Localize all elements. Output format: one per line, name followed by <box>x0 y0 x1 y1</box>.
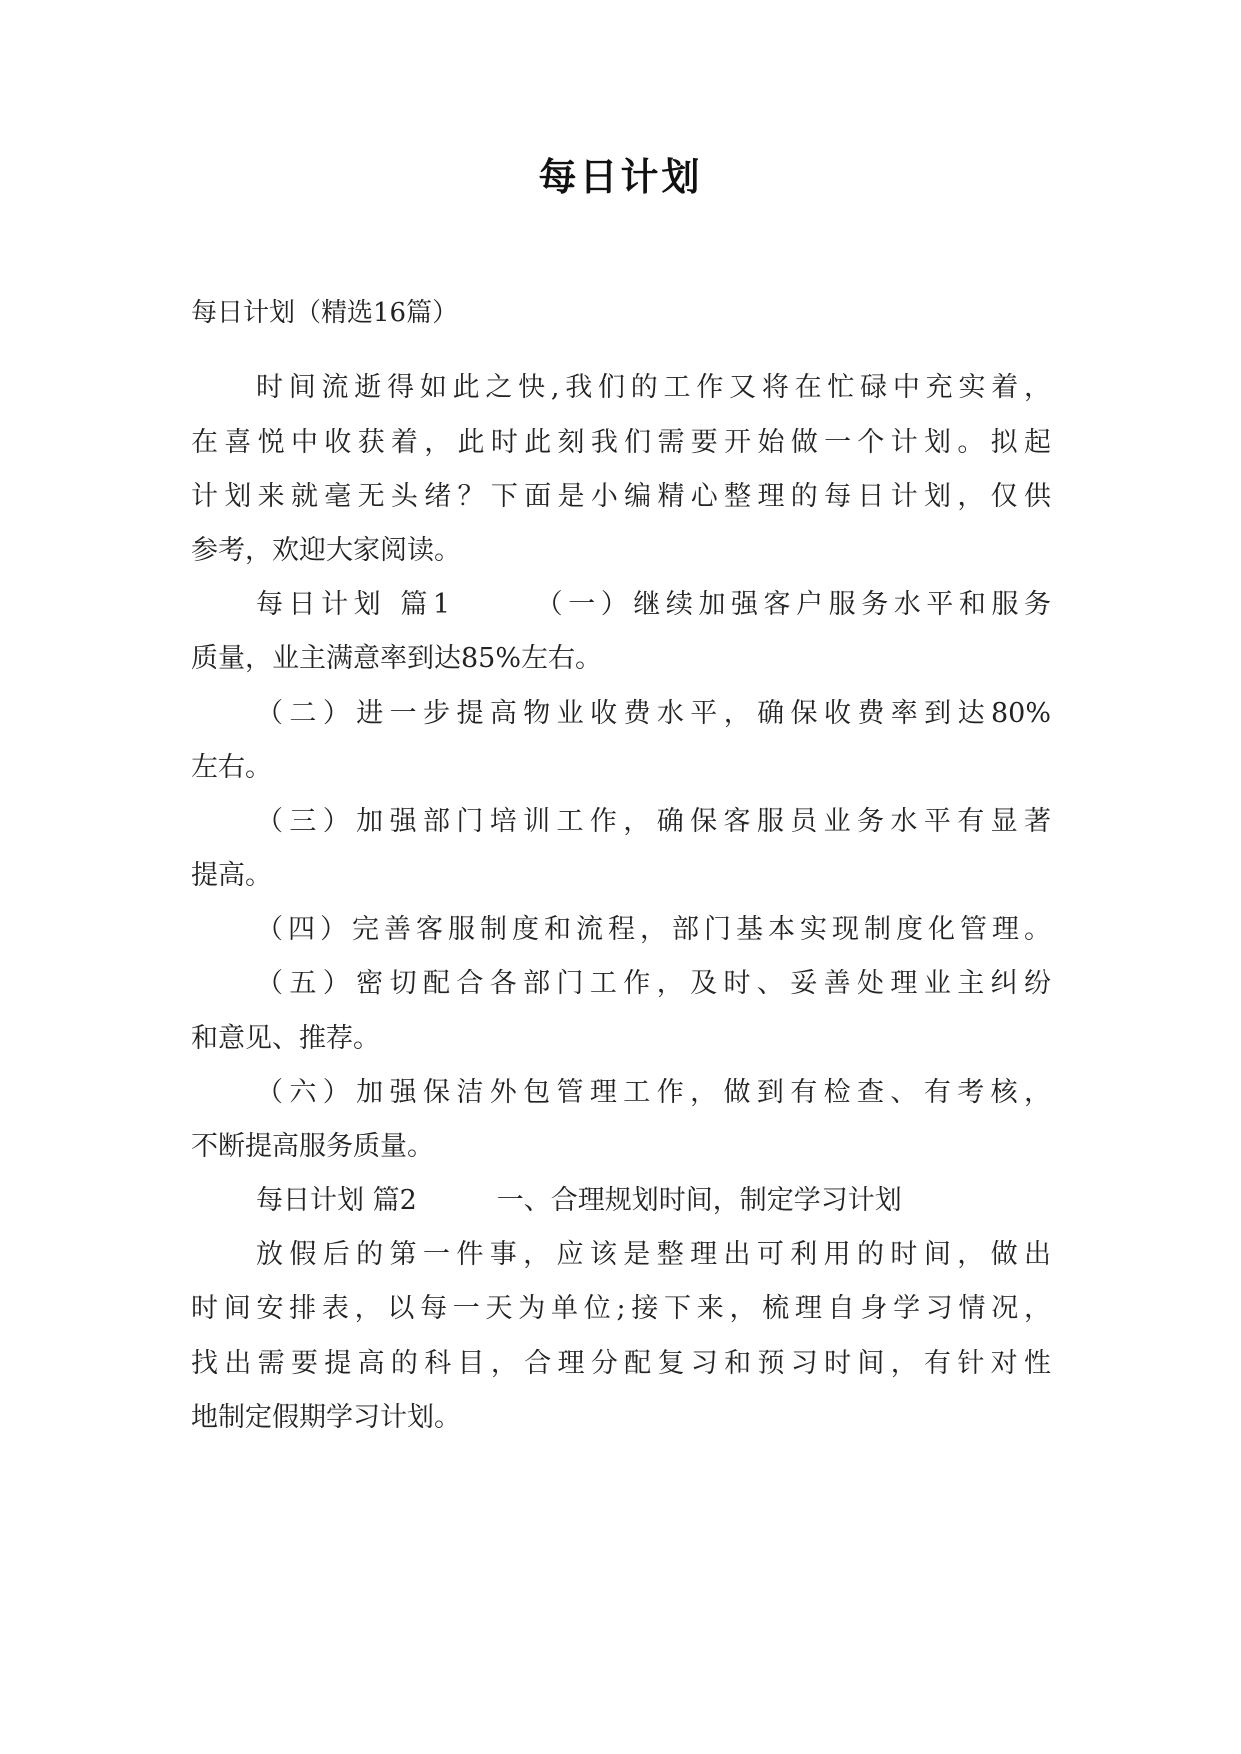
intro-line: 在喜悦中收获着，此时此刻我们需要开始做一个计划。拟起 <box>191 427 1051 458</box>
section-2-line: 找出需要提高的科目，合理分配复习和预习时间，有针对性 <box>191 1348 1051 1379</box>
section-1-first-line <box>256 585 1051 625</box>
section-1-line: 不断提高服务质量。 <box>191 1131 434 1162</box>
section-2-heading: 每日计划 篇2 <box>256 1185 417 1216</box>
section-1-line: 和意见、推荐。 <box>191 1023 380 1054</box>
intro-line: 计划来就毫无头绪？下面是小编精心整理的每日计划，仅供 <box>191 481 1051 512</box>
section-1-heading: 每日计划 篇1 <box>256 589 451 620</box>
section-1-line: （五）密切配合各部门工作，及时、妥善处理业主纠纷 <box>256 968 1051 999</box>
section-1-line: 质量，业主满意率到达85%左右。 <box>191 643 603 674</box>
section-2-first-line <box>256 1181 1051 1221</box>
section-2-line: 放假后的第一件事，应该是整理出可利用的时间，做出 <box>256 1239 1051 1270</box>
document-title: 每日计划 <box>538 155 703 199</box>
section-1-line: （二）进一步提高物业收费水平，确保收费率到达80% <box>256 698 1051 729</box>
intro-line: 参考，欢迎大家阅读。 <box>191 535 461 566</box>
section-1-line: 左右。 <box>191 752 272 783</box>
intro-line: 时间流逝得如此之快,我们的工作又将在忙碌中充实着， <box>256 372 1051 403</box>
document-subtitle: 每日计划（精选16篇） <box>191 298 459 328</box>
section-2-line: 地制定假期学习计划。 <box>191 1402 461 1433</box>
section-2-item-1: 一、合理规划时间，制定学习计划 <box>496 1185 902 1216</box>
section-1-item-1: （一）继续加强客户服务水平和服务 <box>530 589 1052 620</box>
section-1-line: （四）完善客服制度和流程，部门基本实现制度化管理。 <box>256 914 1051 945</box>
section-1-line: （六）加强保洁外包管理工作，做到有检查、有考核， <box>256 1077 1051 1108</box>
section-2-line: 时间安排表，以每一天为单位;接下来，梳理自身学习情况， <box>191 1293 1051 1324</box>
section-1-line: （三）加强部门培训工作，确保客服员业务水平有显著 <box>256 806 1051 837</box>
section-1-line: 提高。 <box>191 860 272 891</box>
